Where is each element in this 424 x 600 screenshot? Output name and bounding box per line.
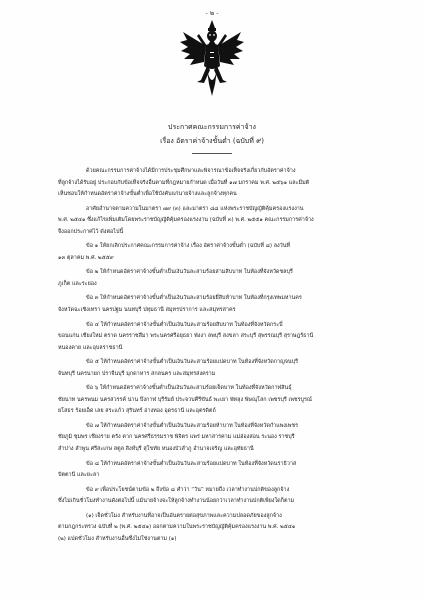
body-line: พ.ศ. ๒๕๔๑ ซึ่งแก้ไขเพิ่มเติมโดยพระราชบัญญัติคุ้มครองแรงงาน (ฉบับที่ ๓) พ.ศ. ๒๕๕๑ คณะกรรมการค่าจ้าง <box>58 217 314 224</box>
title-divider <box>192 153 232 154</box>
body-line: ภูเก็ต และระยอง <box>58 280 97 287</box>
body-line: ลำปาง ลำพูน ศรีสะเกษ สตูล สิงห์บุรี สุโขทัย หนองบัวลำภู อำนาจเจริญ และอุทัยธานี <box>58 446 254 453</box>
body-line: จึงออกประกาศไว้ ดังต่อไปนี้ <box>58 228 124 235</box>
body-line: ข้อ ๖ ให้กำหนดอัตราค่าจ้างขั้นต่ำเป็นเงินวันละสามร้อยเจ็ดบาท ในท้องที่จังหวัดกาฬสินธุ์ <box>86 385 292 392</box>
body-line: (๑) เจ็ดชั่วโมง สำหรับงานที่อาจเป็นอันตรายต่อสุขภาพและความปลอดภัยของลูกจ้าง <box>86 512 282 519</box>
body-line: ข้อ ๕ ให้กำหนดอัตราค่าจ้างขั้นต่ำเป็นเงินวันละสามร้อยแปดบาท ในท้องที่จังหวัดกาญจนบุรี <box>86 359 298 366</box>
body-line: ปัตตานี และยะลา <box>58 472 100 479</box>
body-line: จันทบุรี นครนายก ปราจีนบุรี มุกดาหาร สกลนคร และสมุทรสงคราม <box>58 370 216 377</box>
body-line: (๒) แปดชั่วโมง สำหรับงานอื่นซึ่งไม่ใช่งานตาม (๑) <box>58 535 177 542</box>
body-line: ซึ่งไม่เกินชั่วโมงทำงานดังต่อไปนี้ แม้นายจ้างจะให้ลูกจ้างทำงานน้อยกว่าเวลาทำงานปกติเพียงใดก็ตาม <box>58 498 295 505</box>
body-line: ข้อ ๙ เพื่อประโยชน์ตามข้อ ๒ ถึงข้อ ๘ คำว่า “วัน” หมายถึง เวลาทำงานปกติของลูกจ้าง <box>86 486 290 493</box>
body-line: ชัยนาท นครพนม นครสวรรค์ น่าน บึงกาฬ บุรีรัมย์ ประจวบคีรีขันธ์ พะเยา พัทลุง พิษณุโลก เพชรบุรี เพชรบูรณ์ <box>58 396 312 403</box>
garuda-emblem-icon <box>177 18 247 98</box>
body-line: ข้อ ๑ ให้ยกเลิกประกาศคณะกรรมการค่าจ้าง เรื่อง อัตราค่าจ้างขั้นต่ำ (ฉบับที่ ๘) ลงวันที่ <box>86 243 291 250</box>
body-line: ยโสธร ร้อยเอ็ด เลย สระแก้ว สุรินทร์ อ่างทอง อุดรธานี และอุตรดิตถ์ <box>58 408 216 415</box>
body-line: จังหวัดฉะเชิงเทรา นครปฐม นนทบุรี ปทุมธานี สมุทรปราการ และสมุทรสาคร <box>58 307 236 314</box>
body-line: หนองคาย และอุบลราชธานี <box>58 344 123 351</box>
body-line: ด้วยคณะกรรมการค่าจ้างได้มีการประชุมศึกษาและพิจารณาข้อเท็จจริงเกี่ยวกับอัตราค่าจ้าง <box>86 168 296 174</box>
body-line: ข้อ ๒ ให้กำหนดอัตราค่าจ้างขั้นต่ำเป็นเงินวันละสามร้อยสามสิบบาท ในท้องที่จังหวัดชลบุรี <box>86 269 293 276</box>
body-line: ข้อ ๗ ให้กำหนดอัตราค่าจ้างขั้นต่ำเป็นเงินวันละสามร้อยห้าบาท ในท้องที่จังหวัดกำแพงเพชร <box>86 422 298 429</box>
body-line: ข้อ ๔ ให้กำหนดอัตราค่าจ้างขั้นต่ำเป็นเงินวันละสามร้อยสิบบาท ในท้องที่จังหวัดกระบี่ <box>86 321 283 328</box>
body-line: ที่ลูกจ้างได้รับอยู่ ประกอบกับข้อเท็จจริงอื่นตามที่กฎหมายกำหนด เมื่อวันที่ ๑๗ มกราคม พ.ศ. ๒๕๖๑ และมีมติ <box>58 179 310 186</box>
body-line: ข้อ ๘ ให้กำหนดอัตราค่าจ้างขั้นต่ำเป็นเงินวันละสามร้อยแปดบาท ในท้องที่จังหวัดนราธิวาส <box>86 460 297 467</box>
body-line: ๑๓ ตุลาคม พ.ศ. ๒๕๕๙ <box>58 254 114 261</box>
body-line: ชัยภูมิ ชุมพร เชียงราย ตรัง ตาก นครศรีธรรมราช พิจิตร แพร่ มหาสารคาม แม่ฮ่องสอน ระนอง ราชบุรี <box>58 434 295 441</box>
body-line: ตามกฎกระทรวง ฉบับที่ ๒ (พ.ศ. ๒๕๔๑) ออกตามความในพระราชบัญญัติคุ้มครองแรงงาน พ.ศ. ๒๕๔๑ <box>58 524 296 531</box>
document-body <box>58 166 388 545</box>
page-number: - ๒ - <box>205 9 219 17</box>
body-line: ข้อ ๓ ให้กำหนดอัตราค่าจ้างขั้นต่ำเป็นเงินวันละสามร้อยยี่สิบห้าบาท ในท้องที่กรุงเทพมหานคร <box>86 295 302 302</box>
announcement-title: ประกาศคณะกรรมการค่าจ้าง <box>168 123 256 131</box>
body-line: ขอนแก่น เชียงใหม่ ตราด นครราชสีมา พระนครศรีอยุธยา พังงา ลพบุรี สงขลา สระบุรี สุพรรณบุรี สุราษฎร์ธานี <box>58 333 314 340</box>
announcement-subject: เรื่อง อัตราค่าจ้างขั้นต่ำ (ฉบับที่ ๙) <box>160 137 264 145</box>
body-line: อาศัยอำนาจตามความในมาตรา ๗๙ (๓) และมาตรา ๘๘ แห่งพระราชบัญญัติคุ้มครองแรงงาน <box>86 205 304 212</box>
body-line: เห็นชอบให้กำหนดอัตราค่าจ้างขั้นต่ำเพื่อใช้บังคับแก่นายจ้างและลูกจ้างทุกคน <box>58 191 237 198</box>
